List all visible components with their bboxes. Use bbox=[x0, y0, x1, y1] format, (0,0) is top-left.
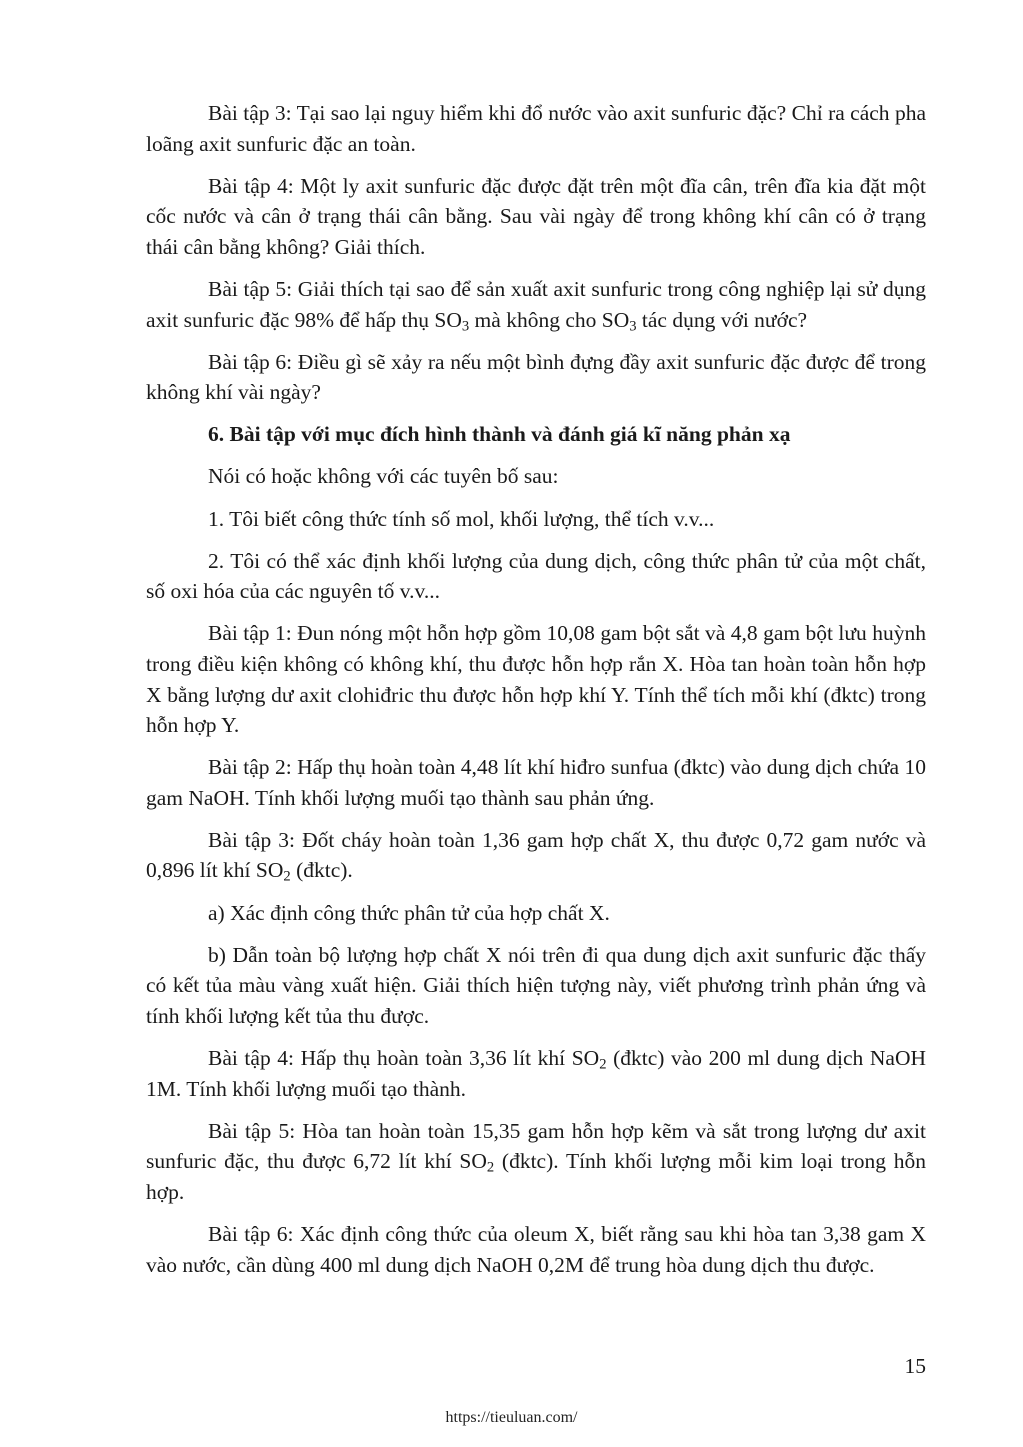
section-heading bbox=[146, 419, 926, 450]
paragraph-text: (đktc) vào 200 ml dung dịch NaOH 1M. Tính khối lượng muối tạo thành. bbox=[146, 1045, 927, 1101]
paragraph-text: a) Xác định công thức phân tử của hợp chất X. bbox=[208, 900, 610, 925]
paragraph-text: Bài tập 2: Hấp thụ hoàn toàn 4,48 lít khí hiđro sunfua (đktc) vào dung dịch chứa 10 gam NaOH. Tính khối lượng muối tạo thành sau phản ứng. bbox=[146, 755, 926, 810]
paragraph bbox=[146, 98, 926, 159]
paragraph-text: mà không cho SO bbox=[469, 307, 630, 332]
subscript: 2 bbox=[283, 869, 291, 886]
footer-url[interactable]: https://tieuluan.com/ bbox=[445, 1409, 578, 1426]
paragraph-text: b) Dẫn toàn bộ lượng hợp chất X nói trên đi qua dung dịch axit sunfuric đặc thấy có kết tủa màu vàng xuất hiện. Giải thích hiện tượng này, viết phương trình phản ứng và tính khối lượng kết tủa thu được. bbox=[146, 942, 926, 1028]
paragraph-text: tác dụng với nước? bbox=[636, 307, 808, 332]
paragraph bbox=[146, 825, 926, 886]
paragraph-text: Bài tập 3: Tại sao lại nguy hiểm khi đổ nước vào axit sunfuric đặc? Chỉ ra cách pha loãng axit sunfuric đặc an toàn. bbox=[146, 101, 926, 156]
paragraph bbox=[146, 546, 926, 607]
paragraph-text: Bài tập 4: Một ly axit sunfuric đặc được đặt trên một đĩa cân, trên đĩa kia đặt một cốc nước và cân ở trạng thái cân bằng. Sau vài ngày để trong không khí cân có ở trạng thái cân bằng không? Giải thích. bbox=[146, 173, 926, 259]
paragraph-text: (đktc). Tính khối lượng mỗi kim loại trong hỗn hợp. bbox=[146, 1149, 926, 1204]
paragraph-text: 2. Tôi có thể xác định khối lượng của dung dịch, công thức phân tử của một chất, số oxi hóa của các nguyên tố v.v... bbox=[146, 548, 926, 604]
paragraph bbox=[146, 171, 926, 263]
paragraph bbox=[146, 940, 926, 1032]
paragraph bbox=[146, 461, 926, 492]
page-number: 15 bbox=[904, 1354, 926, 1378]
paragraph-text: Bài tập 3: Đốt cháy hoàn toàn 1,36 gam hợp chất X, thu được 0,72 gam nước và 0,896 lít khí SO bbox=[146, 827, 926, 883]
paragraph-text: Bài tập 4: Hấp thụ hoàn toàn 3,36 lít khí SO bbox=[208, 1045, 600, 1070]
paragraph bbox=[146, 1043, 926, 1104]
subscript: 3 bbox=[461, 318, 470, 335]
paragraph-text: 6. Bài tập với mục đích hình thành và đánh giá kĩ năng phản xạ bbox=[208, 422, 791, 447]
subscript: 2 bbox=[599, 1056, 607, 1073]
paragraph bbox=[146, 898, 926, 929]
paragraph-text: Bài tập 1: Đun nóng một hỗn hợp gồm 10,08 gam bột sắt và 4,8 gam bột lưu huỳnh trong điều kiện không có không khí, thu được hỗn hợp rắn X. Hòa tan hoàn toàn hỗn hợp X bằng lượng dư axit clohiđric thu được hỗn hợp khí Y. Tính thể tích mỗi khí (đktc) trong hỗn hợp Y. bbox=[146, 621, 926, 738]
paragraph-text: Bài tập 5: Giải thích tại sao để sản xuất axit sunfuric trong công nghiệp lại sử dụng axit sunfuric đặc 98% để hấp thụ SO bbox=[146, 276, 926, 332]
paragraph bbox=[146, 1116, 926, 1208]
paragraph-text: Nói có hoặc không với các tuyên bố sau: bbox=[208, 464, 559, 489]
subscript: 3 bbox=[629, 318, 637, 335]
paragraph bbox=[146, 504, 926, 535]
paragraph-text: 1. Tôi biết công thức tính số mol, khối lượng, thể tích v.v... bbox=[208, 506, 715, 531]
paragraph-text: Bài tập 5: Hòa tan hoàn toàn 15,35 gam hỗn hợp kẽm và sắt trong lượng dư axit sunfuric đặc, thu được 6,72 lít khí SO bbox=[146, 1118, 926, 1174]
paragraph bbox=[146, 274, 926, 335]
paragraph bbox=[146, 618, 926, 740]
paragraph bbox=[146, 1219, 926, 1280]
subscript: 2 bbox=[486, 1159, 495, 1176]
document-body bbox=[146, 98, 926, 1292]
paragraph-text: (đktc). bbox=[290, 858, 353, 883]
paragraph-text: Bài tập 6: Xác định công thức của oleum X, biết rằng sau khi hòa tan 3,38 gam X vào nước, cần dùng 400 ml dung dịch NaOH 0,2M để trung hòa dung dịch thu được. bbox=[146, 1221, 926, 1277]
paragraph-text: Bài tập 6: Điều gì sẽ xảy ra nếu một bình đựng đầy axit sunfuric đặc được để trong không khí vài ngày? bbox=[146, 349, 926, 405]
paragraph bbox=[146, 752, 926, 813]
paragraph bbox=[146, 347, 926, 408]
